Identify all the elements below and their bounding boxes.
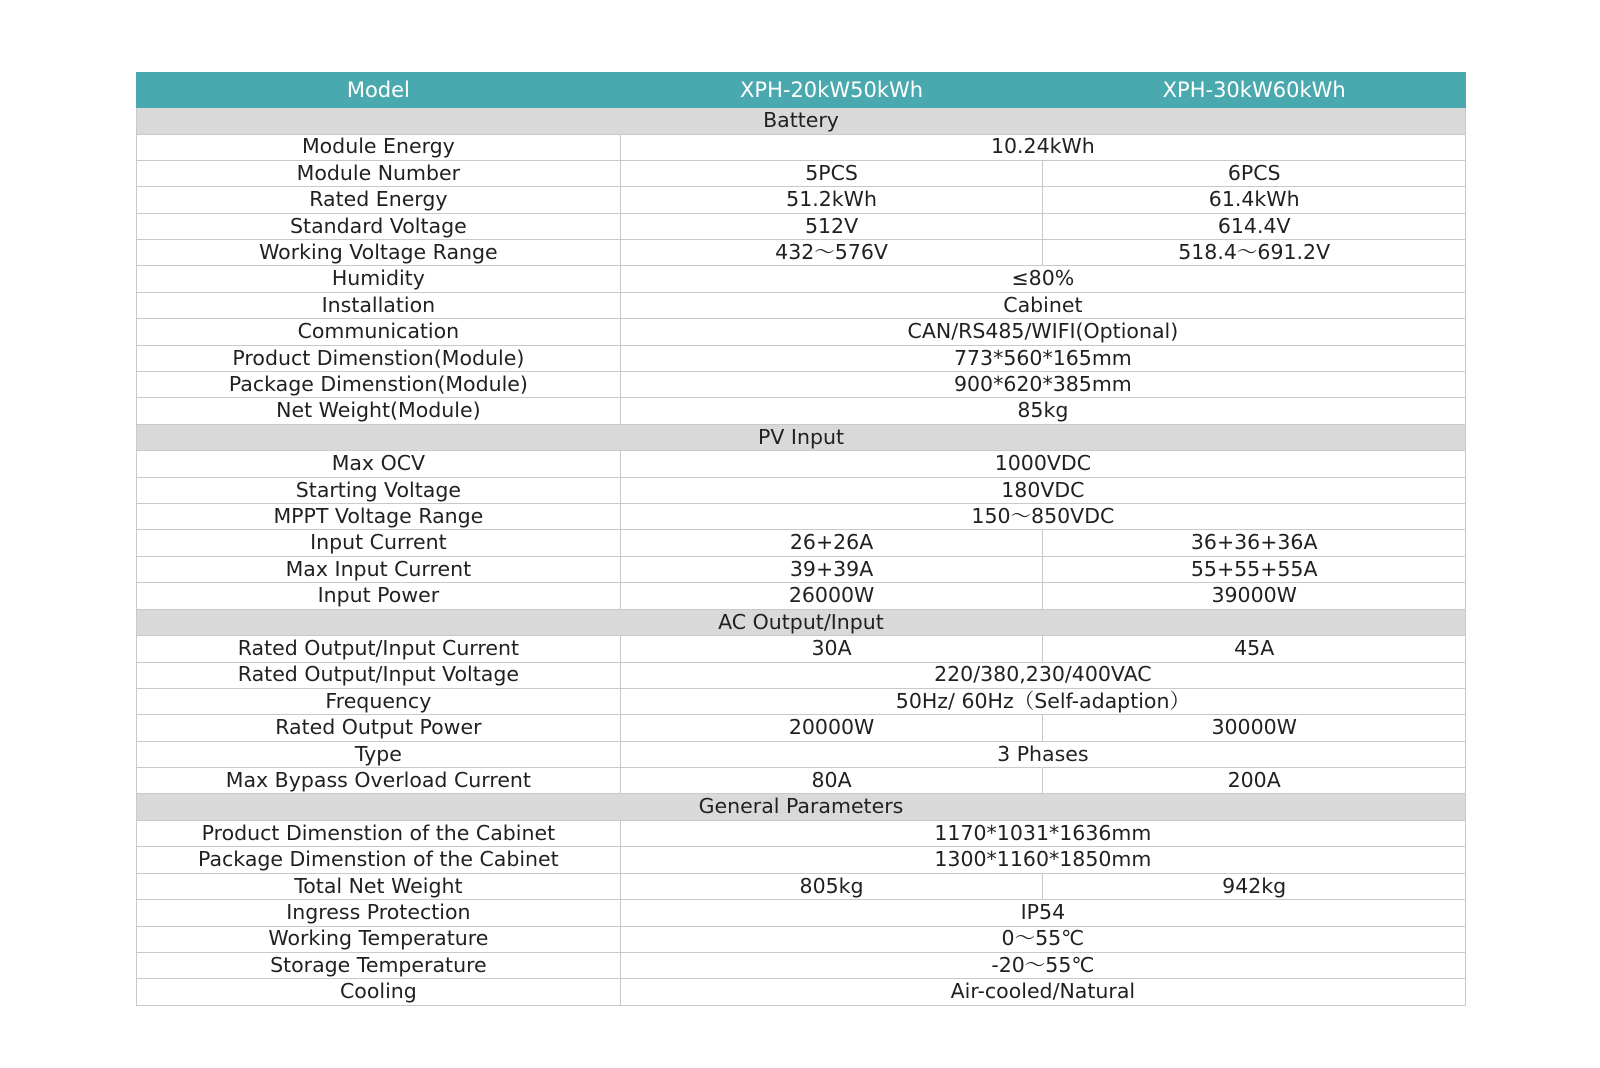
table-row xyxy=(137,662,1466,688)
row-value-shared: IP54 xyxy=(620,900,1465,926)
row-value-col1: 39+39A xyxy=(620,556,1043,582)
row-value-col2: 61.4kWh xyxy=(1043,187,1466,213)
row-label: Storage Temperature xyxy=(137,952,621,978)
row-value-shared: CAN/RS485/WIFI(Optional) xyxy=(620,319,1465,345)
row-label: Max Input Current xyxy=(137,556,621,582)
section-header-row xyxy=(137,424,1466,451)
row-label: Package Dimenstion(Module) xyxy=(137,372,621,398)
row-label: Rated Output/Input Voltage xyxy=(137,662,621,688)
row-value-shared: 1170*1031*1636mm xyxy=(620,820,1465,846)
row-value-col2: 36+36+36A xyxy=(1043,530,1466,556)
row-value-col2: 518.4～691.2V xyxy=(1043,240,1466,266)
row-label: Standard Voltage xyxy=(137,213,621,239)
table-row xyxy=(137,952,1466,978)
table-row xyxy=(137,134,1466,160)
row-label: Working Temperature xyxy=(137,926,621,952)
row-label: Type xyxy=(137,741,621,767)
header-cell-model: Model xyxy=(137,73,621,108)
table-row xyxy=(137,319,1466,345)
header-cell-model-1: XPH-20kW50kWh xyxy=(620,73,1043,108)
row-label: Installation xyxy=(137,292,621,318)
row-value-shared: 3 Phases xyxy=(620,741,1465,767)
table-row xyxy=(137,451,1466,477)
row-label: Input Power xyxy=(137,583,621,609)
table-row xyxy=(137,266,1466,292)
row-value-shared: 1000VDC xyxy=(620,451,1465,477)
table-row xyxy=(137,715,1466,741)
row-value-col2: 200A xyxy=(1043,768,1466,794)
row-value-shared: Air-cooled/Natural xyxy=(620,979,1465,1005)
row-value-col1: 5PCS xyxy=(620,160,1043,186)
section-header-row xyxy=(137,609,1466,636)
row-value-shared: 220/380,230/400VAC xyxy=(620,662,1465,688)
row-value-col1: 20000W xyxy=(620,715,1043,741)
row-label: Package Dimenstion of the Cabinet xyxy=(137,847,621,873)
row-value-col1: 26+26A xyxy=(620,530,1043,556)
row-label: Starting Voltage xyxy=(137,477,621,503)
section-header-row xyxy=(137,794,1466,821)
row-value-shared: 150～850VDC xyxy=(620,504,1465,530)
row-value-col1: 30A xyxy=(620,636,1043,662)
table-row xyxy=(137,979,1466,1005)
row-label: Module Number xyxy=(137,160,621,186)
table-row xyxy=(137,556,1466,582)
section-title: AC Output/Input xyxy=(137,609,1466,636)
header-cell-model-2: XPH-30kW60kWh xyxy=(1043,73,1466,108)
row-value-shared: 900*620*385mm xyxy=(620,372,1465,398)
row-label: Net Weight(Module) xyxy=(137,398,621,424)
row-value-shared: 1300*1160*1850mm xyxy=(620,847,1465,873)
row-value-col1: 80A xyxy=(620,768,1043,794)
row-label: Humidity xyxy=(137,266,621,292)
table-row xyxy=(137,372,1466,398)
section-title: Battery xyxy=(137,108,1466,135)
table-row xyxy=(137,900,1466,926)
specification-table-container xyxy=(136,72,1466,1006)
table-row xyxy=(137,688,1466,714)
row-value-shared: 773*560*165mm xyxy=(620,345,1465,371)
row-value-col2: 614.4V xyxy=(1043,213,1466,239)
row-label: Frequency xyxy=(137,688,621,714)
table-row xyxy=(137,873,1466,899)
row-label: Rated Energy xyxy=(137,187,621,213)
row-label: Working Voltage Range xyxy=(137,240,621,266)
row-label: Module Energy xyxy=(137,134,621,160)
specification-table xyxy=(136,72,1466,1006)
table-row xyxy=(137,292,1466,318)
table-row xyxy=(137,187,1466,213)
table-row xyxy=(137,345,1466,371)
table-row xyxy=(137,160,1466,186)
section-title: PV Input xyxy=(137,424,1466,451)
row-label: MPPT Voltage Range xyxy=(137,504,621,530)
table-row xyxy=(137,636,1466,662)
table-row xyxy=(137,530,1466,556)
row-value-shared: 85kg xyxy=(620,398,1465,424)
row-value-col1: 512V xyxy=(620,213,1043,239)
row-value-col1: 51.2kWh xyxy=(620,187,1043,213)
table-row xyxy=(137,768,1466,794)
row-label: Max OCV xyxy=(137,451,621,477)
table-row xyxy=(137,504,1466,530)
row-label: Input Current xyxy=(137,530,621,556)
row-label: Rated Output Power xyxy=(137,715,621,741)
row-label: Product Dimenstion(Module) xyxy=(137,345,621,371)
row-value-col2: 30000W xyxy=(1043,715,1466,741)
row-value-col1: 805kg xyxy=(620,873,1043,899)
row-value-col2: 45A xyxy=(1043,636,1466,662)
row-label: Total Net Weight xyxy=(137,873,621,899)
table-row xyxy=(137,213,1466,239)
row-label: Cooling xyxy=(137,979,621,1005)
row-value-shared: 50Hz/ 60Hz（Self-adaption） xyxy=(620,688,1465,714)
row-value-shared: Cabinet xyxy=(620,292,1465,318)
row-label: Communication xyxy=(137,319,621,345)
row-value-shared: 0～55℃ xyxy=(620,926,1465,952)
row-value-col2: 39000W xyxy=(1043,583,1466,609)
row-label: Max Bypass Overload Current xyxy=(137,768,621,794)
row-value-col2: 942kg xyxy=(1043,873,1466,899)
row-value-shared: 10.24kWh xyxy=(620,134,1465,160)
row-value-shared: -20～55℃ xyxy=(620,952,1465,978)
table-row xyxy=(137,398,1466,424)
table-row xyxy=(137,240,1466,266)
row-label: Rated Output/Input Current xyxy=(137,636,621,662)
table-row xyxy=(137,583,1466,609)
row-value-col1: 26000W xyxy=(620,583,1043,609)
table-row xyxy=(137,847,1466,873)
row-value-col2: 55+55+55A xyxy=(1043,556,1466,582)
row-label: Product Dimenstion of the Cabinet xyxy=(137,820,621,846)
table-row xyxy=(137,477,1466,503)
table-row xyxy=(137,741,1466,767)
table-header-row xyxy=(137,73,1466,108)
row-value-col2: 6PCS xyxy=(1043,160,1466,186)
section-header-row xyxy=(137,108,1466,135)
table-row xyxy=(137,820,1466,846)
section-title: General Parameters xyxy=(137,794,1466,821)
row-value-shared: ≤80% xyxy=(620,266,1465,292)
row-value-col1: 432～576V xyxy=(620,240,1043,266)
row-value-shared: 180VDC xyxy=(620,477,1465,503)
table-row xyxy=(137,926,1466,952)
row-label: Ingress Protection xyxy=(137,900,621,926)
